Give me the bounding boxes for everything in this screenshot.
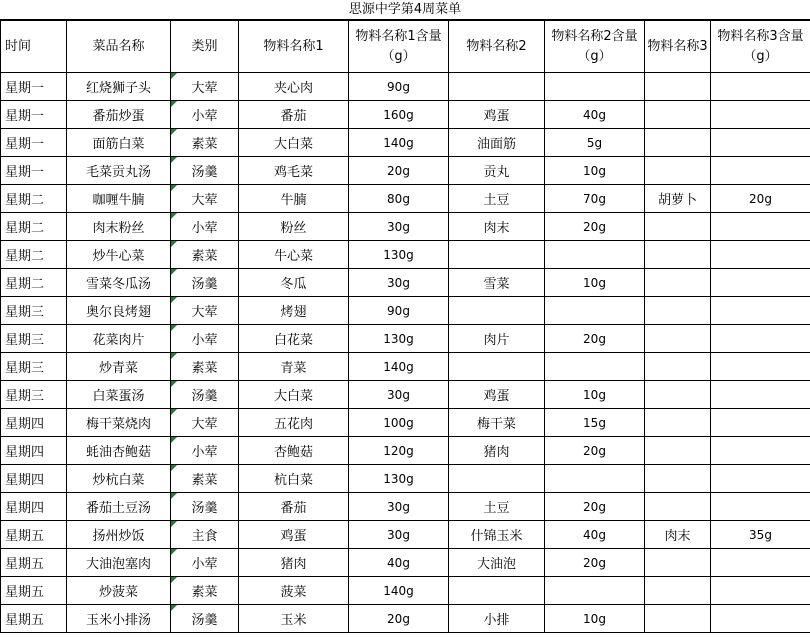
cell-category[interactable]: 小荤	[171, 101, 239, 129]
header-cell-material1[interactable]: 物料名称1	[239, 21, 349, 73]
table-row	[1, 101, 810, 129]
cell-material2-amount[interactable]: 20g	[545, 437, 645, 465]
cell-material1[interactable]: 菠菜	[239, 577, 349, 605]
cell-material1-amount[interactable]: 140g	[349, 353, 449, 381]
cell-dish[interactable]: 雪菜冬瓜汤	[67, 269, 171, 297]
cell-dish[interactable]: 扬州炒饭	[67, 521, 171, 549]
cell-material1[interactable]: 番茄	[239, 493, 349, 521]
cell-material1[interactable]: 鸡蛋	[239, 521, 349, 549]
cell-material3[interactable]	[645, 493, 711, 521]
cell-material1[interactable]: 牛心菜	[239, 241, 349, 269]
cell-material3[interactable]	[645, 213, 711, 241]
cell-material3[interactable]	[645, 549, 711, 577]
cell-material1-amount[interactable]: 130g	[349, 465, 449, 493]
cell-material2-amount[interactable]: 40g	[545, 521, 645, 549]
cell-category[interactable]: 小荤	[171, 213, 239, 241]
cell-material2[interactable]: 肉末	[449, 213, 545, 241]
cell-category[interactable]: 大荤	[171, 185, 239, 213]
cell-material1-amount[interactable]: 140g	[349, 577, 449, 605]
cell-material2[interactable]: 贡丸	[449, 157, 545, 185]
cell-dish[interactable]: 花菜肉片	[67, 325, 171, 353]
cell-material2-amount[interactable]: 20g	[545, 493, 645, 521]
cell-material1-amount[interactable]: 160g	[349, 101, 449, 129]
cell-material2[interactable]: 鸡蛋	[449, 101, 545, 129]
cell-day[interactable]: 星期一	[1, 73, 67, 101]
cell-day[interactable]: 星期三	[1, 353, 67, 381]
cell-day[interactable]: 星期四	[1, 465, 67, 493]
cell-category[interactable]: 大荤	[171, 297, 239, 325]
cell-material1-amount[interactable]: 90g	[349, 297, 449, 325]
cell-material1-amount[interactable]: 100g	[349, 409, 449, 437]
cell-material3[interactable]	[645, 269, 711, 297]
cell-material3[interactable]	[645, 129, 711, 157]
cell-material3-amount[interactable]	[711, 297, 810, 325]
cell-material1[interactable]: 杭白菜	[239, 465, 349, 493]
cell-material1-amount[interactable]: 130g	[349, 241, 449, 269]
cell-material1[interactable]: 冬瓜	[239, 269, 349, 297]
cell-material2-amount[interactable]	[545, 465, 645, 493]
cell-day[interactable]: 星期五	[1, 577, 67, 605]
cell-material3-amount[interactable]	[711, 577, 810, 605]
sheet-title: 思源中学第4周菜单	[0, 0, 810, 20]
cell-material1-amount[interactable]: 30g	[349, 521, 449, 549]
cell-material1-amount[interactable]: 20g	[349, 157, 449, 185]
cell-material1[interactable]: 猪肉	[239, 549, 349, 577]
table-row	[1, 297, 810, 325]
cell-material3-amount[interactable]	[711, 73, 810, 101]
cell-material3[interactable]	[645, 605, 711, 633]
table-row	[1, 465, 810, 493]
cell-material1-amount[interactable]: 120g	[349, 437, 449, 465]
cell-material2[interactable]	[449, 73, 545, 101]
cell-day[interactable]: 星期五	[1, 521, 67, 549]
cell-category[interactable]: 大荤	[171, 73, 239, 101]
cell-material3[interactable]	[645, 437, 711, 465]
cell-day[interactable]: 星期二	[1, 241, 67, 269]
cell-day[interactable]: 星期二	[1, 185, 67, 213]
cell-material2[interactable]	[449, 297, 545, 325]
header-cell-category[interactable]: 类别	[171, 21, 239, 73]
cell-day[interactable]: 星期四	[1, 493, 67, 521]
cell-material1-amount[interactable]: 30g	[349, 213, 449, 241]
cell-material1-amount[interactable]: 20g	[349, 605, 449, 633]
cell-material2[interactable]: 雪菜	[449, 269, 545, 297]
cell-day[interactable]: 星期四	[1, 409, 67, 437]
cell-category[interactable]: 素菜	[171, 465, 239, 493]
cell-material2[interactable]: 鸡蛋	[449, 381, 545, 409]
cell-material1[interactable]: 杏鲍菇	[239, 437, 349, 465]
cell-material2-amount[interactable]	[545, 577, 645, 605]
table-row	[1, 521, 810, 549]
cell-material3-amount[interactable]	[711, 269, 810, 297]
cell-material3-amount[interactable]	[711, 101, 810, 129]
cell-material2[interactable]: 肉片	[449, 325, 545, 353]
menu-table	[0, 20, 810, 633]
cell-dish[interactable]: 梅干菜烧肉	[67, 409, 171, 437]
cell-material1[interactable]: 鸡毛菜	[239, 157, 349, 185]
cell-material3-amount[interactable]	[711, 325, 810, 353]
cell-material3[interactable]	[645, 241, 711, 269]
cell-material1[interactable]: 大白菜	[239, 381, 349, 409]
cell-day[interactable]: 星期二	[1, 213, 67, 241]
cell-material3-amount[interactable]	[711, 493, 810, 521]
cell-material2[interactable]	[449, 465, 545, 493]
cell-category[interactable]: 汤羹	[171, 381, 239, 409]
cell-material2-amount[interactable]: 10g	[545, 157, 645, 185]
cell-material2[interactable]: 小排	[449, 605, 545, 633]
cell-material1[interactable]: 青菜	[239, 353, 349, 381]
cell-dish[interactable]: 肉末粉丝	[67, 213, 171, 241]
cell-material1[interactable]: 玉米	[239, 605, 349, 633]
cell-dish[interactable]: 炒青菜	[67, 353, 171, 381]
cell-material2-amount[interactable]: 40g	[545, 101, 645, 129]
cell-day[interactable]: 星期一	[1, 129, 67, 157]
cell-day[interactable]: 星期三	[1, 297, 67, 325]
cell-category[interactable]: 素菜	[171, 129, 239, 157]
cell-material2-amount[interactable]	[545, 353, 645, 381]
cell-material3-amount[interactable]	[711, 409, 810, 437]
header-row	[1, 21, 810, 73]
cell-material2-amount[interactable]: 10g	[545, 381, 645, 409]
cell-material2[interactable]	[449, 241, 545, 269]
cell-material2-amount[interactable]: 10g	[545, 269, 645, 297]
cell-material2[interactable]: 猪肉	[449, 437, 545, 465]
header-cell-time[interactable]: 时间	[1, 21, 67, 73]
cell-material3-amount[interactable]	[711, 353, 810, 381]
cell-material3[interactable]	[645, 465, 711, 493]
cell-dish[interactable]: 番茄炒蛋	[67, 101, 171, 129]
cell-dish[interactable]: 大油泡塞肉	[67, 549, 171, 577]
cell-material3[interactable]	[645, 577, 711, 605]
cell-category[interactable]: 汤羹	[171, 493, 239, 521]
cell-material1[interactable]: 粉丝	[239, 213, 349, 241]
cell-material1-amount[interactable]: 80g	[349, 185, 449, 213]
table-row	[1, 157, 810, 185]
cell-material1[interactable]: 夹心肉	[239, 73, 349, 101]
cell-category[interactable]: 汤羹	[171, 605, 239, 633]
table-row	[1, 241, 810, 269]
cell-dish[interactable]: 炒杭白菜	[67, 465, 171, 493]
cell-category[interactable]: 小荤	[171, 437, 239, 465]
cell-material1-amount[interactable]: 30g	[349, 493, 449, 521]
cell-dish[interactable]: 玉米小排汤	[67, 605, 171, 633]
cell-material2-amount[interactable]: 15g	[545, 409, 645, 437]
cell-material3[interactable]	[645, 381, 711, 409]
cell-category[interactable]: 小荤	[171, 325, 239, 353]
cell-category[interactable]: 汤羹	[171, 269, 239, 297]
cell-material2-amount[interactable]: 5g	[545, 129, 645, 157]
cell-material1-amount[interactable]: 30g	[349, 381, 449, 409]
cell-material3-amount[interactable]: 20g	[711, 185, 810, 213]
header-cell-material1-amount[interactable]: 物料名称1含量（g）	[349, 21, 449, 73]
cell-day[interactable]: 星期二	[1, 269, 67, 297]
cell-category[interactable]: 素菜	[171, 353, 239, 381]
table-row	[1, 549, 810, 577]
cell-category[interactable]: 素菜	[171, 577, 239, 605]
table-row	[1, 73, 810, 101]
cell-material2[interactable]: 土豆	[449, 185, 545, 213]
cell-material1-amount[interactable]: 40g	[349, 549, 449, 577]
cell-material2[interactable]: 大油泡	[449, 549, 545, 577]
table-row	[1, 381, 810, 409]
cell-material3[interactable]	[645, 157, 711, 185]
cell-material1[interactable]: 大白菜	[239, 129, 349, 157]
cell-material3-amount[interactable]: 35g	[711, 521, 810, 549]
cell-material2[interactable]	[449, 353, 545, 381]
cell-day[interactable]: 星期一	[1, 101, 67, 129]
cell-day[interactable]: 星期五	[1, 605, 67, 633]
header-cell-material3-amount[interactable]: 物料名称3含量（g）	[711, 21, 810, 73]
cell-material2-amount[interactable]	[545, 73, 645, 101]
cell-material3-amount[interactable]	[711, 241, 810, 269]
cell-day[interactable]: 星期四	[1, 437, 67, 465]
cell-material3-amount[interactable]	[711, 437, 810, 465]
cell-material2[interactable]: 土豆	[449, 493, 545, 521]
cell-material1[interactable]: 烤翅	[239, 297, 349, 325]
cell-material3-amount[interactable]	[711, 157, 810, 185]
header-cell-material2-amount[interactable]: 物料名称2含量（g）	[545, 21, 645, 73]
cell-material2[interactable]: 梅干菜	[449, 409, 545, 437]
cell-dish[interactable]: 番茄土豆汤	[67, 493, 171, 521]
cell-material2[interactable]: 油面筋	[449, 129, 545, 157]
table-row	[1, 213, 810, 241]
header-cell-material2[interactable]: 物料名称2	[449, 21, 545, 73]
cell-material1[interactable]: 番茄	[239, 101, 349, 129]
table-row	[1, 129, 810, 157]
cell-dish[interactable]: 白菜蛋汤	[67, 381, 171, 409]
cell-dish[interactable]: 红烧狮子头	[67, 73, 171, 101]
cell-category[interactable]: 小荤	[171, 549, 239, 577]
cell-material1-amount[interactable]: 140g	[349, 129, 449, 157]
cell-material3[interactable]: 肉末	[645, 521, 711, 549]
cell-category[interactable]: 大荤	[171, 409, 239, 437]
header-cell-material3[interactable]: 物料名称3	[645, 21, 711, 73]
cell-dish[interactable]: 面筋白菜	[67, 129, 171, 157]
cell-material3-amount[interactable]	[711, 129, 810, 157]
cell-material1-amount[interactable]: 130g	[349, 325, 449, 353]
cell-material3[interactable]	[645, 325, 711, 353]
cell-material1[interactable]: 五花肉	[239, 409, 349, 437]
cell-material3[interactable]	[645, 409, 711, 437]
cell-dish[interactable]: 奥尔良烤翅	[67, 297, 171, 325]
header-cell-dish[interactable]: 菜品名称	[67, 21, 171, 73]
cell-material3-amount[interactable]	[711, 381, 810, 409]
table-row	[1, 325, 810, 353]
table-row	[1, 409, 810, 437]
table-row	[1, 437, 810, 465]
cell-material3-amount[interactable]	[711, 549, 810, 577]
cell-category[interactable]: 主食	[171, 521, 239, 549]
cell-day[interactable]: 星期五	[1, 549, 67, 577]
cell-material1-amount[interactable]: 30g	[349, 269, 449, 297]
cell-material2-amount[interactable]: 70g	[545, 185, 645, 213]
cell-day[interactable]: 星期一	[1, 157, 67, 185]
cell-dish[interactable]: 炒牛心菜	[67, 241, 171, 269]
cell-material3[interactable]	[645, 297, 711, 325]
cell-category[interactable]: 素菜	[171, 241, 239, 269]
cell-material3-amount[interactable]	[711, 213, 810, 241]
table-row	[1, 269, 810, 297]
cell-material1[interactable]: 牛腩	[239, 185, 349, 213]
cell-day[interactable]: 星期三	[1, 325, 67, 353]
cell-material2-amount[interactable]: 20g	[545, 549, 645, 577]
cell-material3[interactable]	[645, 73, 711, 101]
cell-material3[interactable]	[645, 101, 711, 129]
cell-material3[interactable]: 胡萝卜	[645, 185, 711, 213]
table-row	[1, 185, 810, 213]
table-row	[1, 493, 810, 521]
cell-day[interactable]: 星期三	[1, 381, 67, 409]
cell-dish[interactable]: 毛菜贡丸汤	[67, 157, 171, 185]
cell-material3[interactable]	[645, 353, 711, 381]
table-row	[1, 577, 810, 605]
cell-material2[interactable]: 什锦玉米	[449, 521, 545, 549]
cell-material2-amount[interactable]	[545, 297, 645, 325]
cell-material2[interactable]	[449, 577, 545, 605]
cell-material1[interactable]: 白花菜	[239, 325, 349, 353]
cell-material3-amount[interactable]	[711, 605, 810, 633]
table-row	[1, 605, 810, 633]
cell-dish[interactable]: 炒菠菜	[67, 577, 171, 605]
cell-dish[interactable]: 咖喱牛腩	[67, 185, 171, 213]
cell-dish[interactable]: 蚝油杏鲍菇	[67, 437, 171, 465]
cell-material3-amount[interactable]	[711, 465, 810, 493]
cell-category[interactable]: 汤羹	[171, 157, 239, 185]
cell-material2-amount[interactable]: 10g	[545, 605, 645, 633]
cell-material2-amount[interactable]: 20g	[545, 325, 645, 353]
cell-material2-amount[interactable]: 20g	[545, 213, 645, 241]
cell-material1-amount[interactable]: 90g	[349, 73, 449, 101]
table-row	[1, 353, 810, 381]
cell-material2-amount[interactable]	[545, 241, 645, 269]
